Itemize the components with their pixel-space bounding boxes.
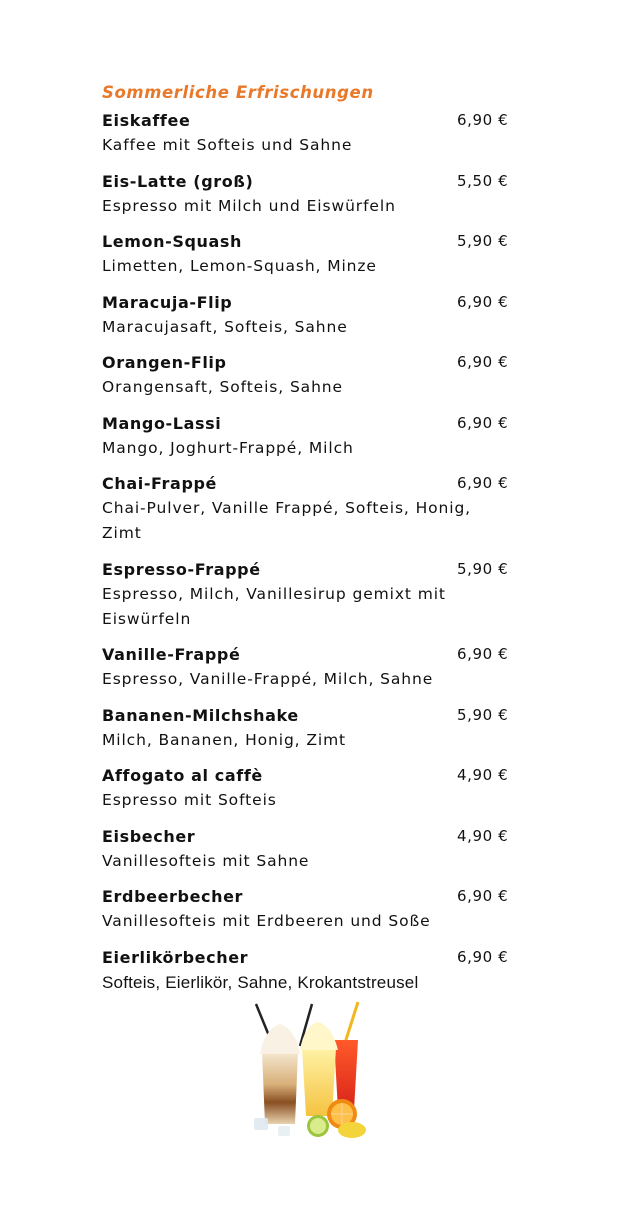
menu-item [102,471,522,546]
item-name: Mango-Lassi [102,413,222,433]
menu-item [102,557,522,632]
item-description: Espresso, Vanille-Frappé, Milch, Sahne [102,670,434,688]
menu-item [102,945,522,995]
item-description: Chai-Pulver, Vanille Frappé, Softeis, Honig, Zimt [102,499,472,542]
item-price: 6,90 € [457,947,509,966]
item-description: Espresso mit Milch und Eiswürfeln [102,196,396,215]
item-price: 4,90 € [457,826,509,845]
item-name: Chai-Frappé [102,474,218,493]
menu-item [102,884,522,934]
item-description: Orangensaft, Softeis, Sahne [102,378,343,396]
item-price: 6,90 € [457,111,509,129]
iced-drinks-with-citrus-illustration [248,1000,374,1142]
item-price: 5,90 € [457,559,509,578]
menu-item [102,824,522,874]
item-name: Lemon-Squash [102,232,243,251]
menu-item [102,703,522,753]
item-price: 5,90 € [457,705,509,724]
menu-list [102,108,522,995]
item-name: Espresso-Frappé [102,559,261,579]
menu-item [102,108,522,158]
menu-item [102,642,522,692]
item-price: 5,50 € [457,171,509,190]
item-price: 6,90 € [457,645,509,663]
item-description: Maracujasaft, Softeis, Sahne [102,317,348,336]
item-price: 6,90 € [457,292,509,311]
item-description: Espresso mit Softeis [102,791,277,809]
item-name: Eisbecher [102,826,196,846]
item-name: Eierlikörbecher [102,947,249,967]
item-price: 6,90 € [457,887,509,905]
menu-item [102,229,522,279]
menu-item [102,169,522,219]
item-name: Orangen-Flip [102,353,227,372]
item-description: Mango, Joghurt-Frappé, Milch [102,438,354,457]
item-name: Maracuja-Flip [102,292,233,312]
menu-title: Sommerliche Erfrischungen [102,83,374,102]
item-description: Kaffee mit Softeis und Sahne [102,136,353,154]
item-description: Milch, Bananen, Honig, Zimt [102,730,347,749]
item-description: Vanillesofteis mit Erdbeeren und Soße [102,912,431,930]
menu-item [102,290,522,340]
item-price: 6,90 € [457,474,509,492]
item-price: 6,90 € [457,413,509,432]
menu-item [102,350,522,400]
item-name: Affogato al caffè [102,766,263,785]
item-name: Vanille-Frappé [102,645,241,664]
item-price: 4,90 € [457,766,509,784]
menu-item [102,763,522,813]
menu-item [102,411,522,461]
item-name: Erdbeerbecher [102,887,244,906]
item-description: Limetten, Lemon-Squash, Minze [102,257,377,275]
item-description: Softeis, Eierlikör, Sahne, Krokantstreusel [102,972,419,992]
item-description: Vanillesofteis mit Sahne [102,851,310,870]
item-name: Eis-Latte (groß) [102,171,254,191]
item-name: Eiskaffee [102,111,191,130]
item-description: Espresso, Milch, Vanillesirup gemixt mit Eiswürfeln [102,584,446,628]
item-name: Bananen-Milchshake [102,705,299,725]
item-price: 6,90 € [457,353,509,371]
item-price: 5,90 € [457,232,509,250]
